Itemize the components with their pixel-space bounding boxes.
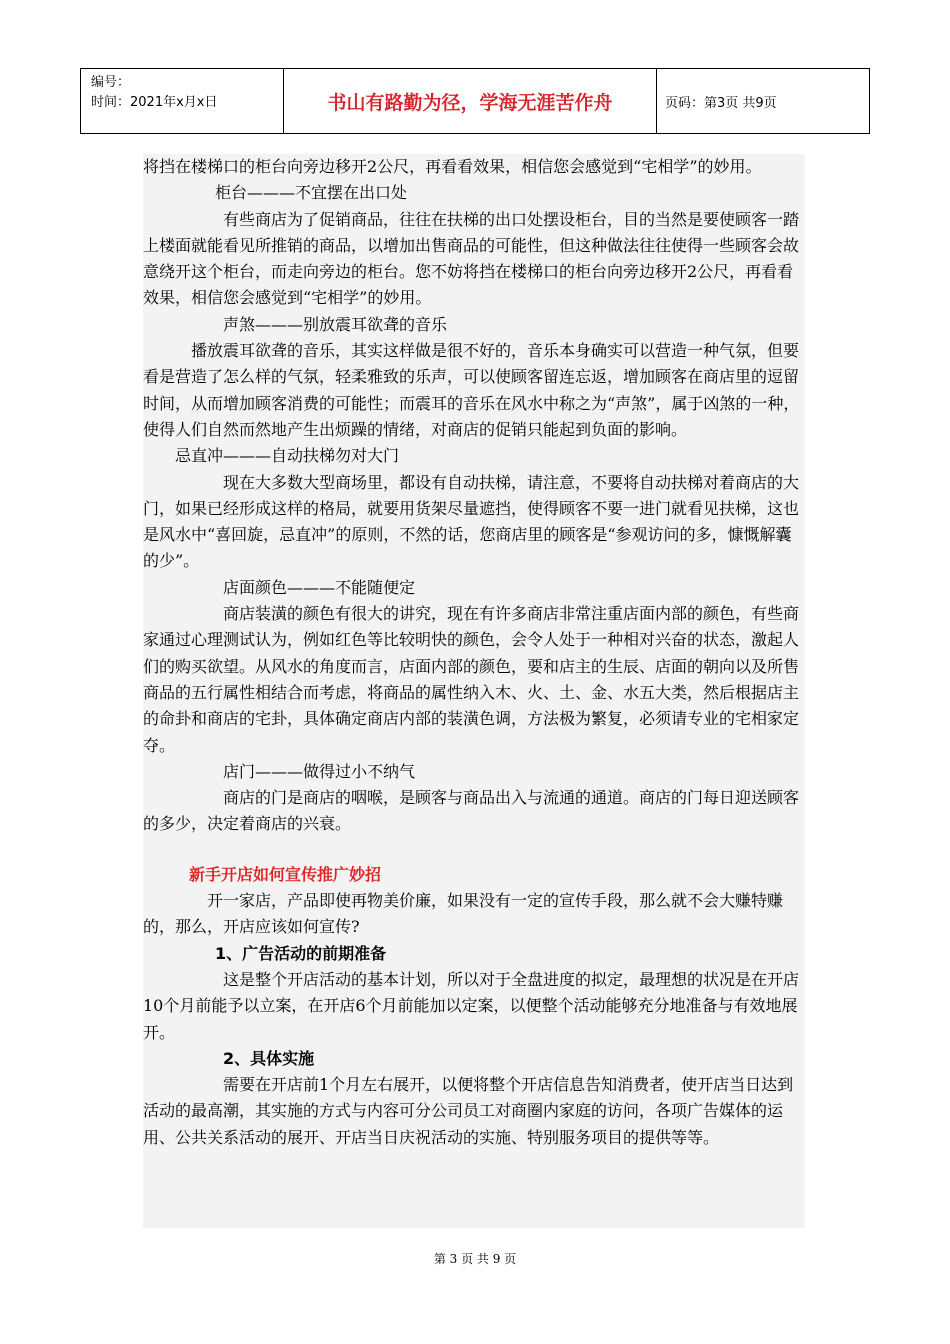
paragraph: 有些商店为了促销商品，往往在扶梯的出口处摆设柜台，目的当然是要使顾客一踏上楼面就能看见所推销的商品，以增加出售商品的可能性，但这种做法往往使得一些顾客会故意绕开这个柜台，而走向旁边的柜台。您不妨将挡在楼梯口的柜台向旁边移开2公尺，再看看效果，相信您会感觉到“宅相学”的妙用。 bbox=[143, 209, 800, 308]
paragraph: 将挡在楼梯口的柜台向旁边移开2公尺，再看看效果，相信您会感觉到“宅相学”的妙用。 bbox=[143, 157, 762, 176]
time-label: 时间：2021年x月x日 bbox=[91, 95, 218, 110]
subheading-sound: 声煞———别放震耳欲聋的音乐 bbox=[223, 314, 448, 334]
header-page-code: 页码：第3页 共9页 bbox=[665, 95, 777, 111]
paragraph: 需要在开店前1个月左右展开，以便将整个开店信息告知消费者，使开店当日达到活动的最高潮，其实施的方式与内容可分公司员工对商圈内家庭的访问，各项广告媒体的运用、公共关系活动的展开、开店当日庆祝活动的实施、特别服务项目的提供等等。 bbox=[143, 1075, 794, 1147]
paragraph: 这是整个开店活动的基本计划，所以对于全盘进度的拟定，最理想的状况是在开店10个月前能予以立案，在开店6个月前能加以定案，以便整个活动能够充分地准备与有效地展开。 bbox=[143, 969, 800, 1042]
subheading-prep: 1、广告活动的前期准备 bbox=[215, 943, 387, 963]
paragraph: 现在大多数大型商场里，都设有自动扶梯，请注意，不要将自动扶梯对着商店的大门，如果已经形成这样的格局，就要用货架尽量遮挡，使得顾客不要一进门就看见扶梯，这也是风水中“喜回旋，忌直冲”的原则，不然的话，您商店里的顾客是“参观访问的多，慷慨解囊的少”。 bbox=[143, 472, 800, 571]
subheading-door: 店门———做得过小不纳气 bbox=[223, 761, 416, 781]
header-motto: 书山有路勤为径，学海无涯苦作舟 bbox=[284, 69, 657, 133]
header-meta bbox=[81, 69, 284, 133]
paragraph: 播放震耳欲聋的音乐，其实这样做是很不好的，音乐本身确实可以营造一种气氛，但要看是营造了怎么样的气氛，轻柔雅致的乐声，可以使顾客留连忘返，增加顾客在商店里的逗留时间，从而增加顾客消费的可能性；而震耳的音乐在风水中称之为“声煞”，属于凶煞的一种，使得人们自然而然地产生出烦躁的情绪，对商店的促销只能起到负面的影响。 bbox=[143, 341, 800, 439]
subheading-escalator: 忌直冲———自动扶梯勿对大门 bbox=[175, 446, 400, 466]
subheading-color: 店面颜色———不能随便定 bbox=[223, 577, 416, 597]
section-title: 新手开店如何宣传推广妙招 bbox=[189, 864, 382, 884]
page-header bbox=[80, 68, 870, 134]
paragraph: 商店的门是商店的咽喉，是顾客与商品出入与流通的通道。商店的门每日迎送顾客的多少，决定着商店的兴衰。 bbox=[143, 788, 800, 834]
subheading-counter: 柜台———不宜摆在出口处 bbox=[215, 183, 408, 203]
subheading-implementation: 2、具体实施 bbox=[223, 1048, 315, 1068]
document-body bbox=[143, 154, 805, 1228]
section-intro: 开一家店，产品即使再物美价廉，如果没有一定的宣传手段，那么就不会大赚特赚的，那么，开店应该如何宣传? bbox=[143, 891, 784, 937]
paragraph: 商店装潢的颜色有很大的讲究，现在有许多商店非常注重店面内部的颜色，有些商家通过心理测试认为，例如红色等比较明快的颜色，会令人处于一种相对兴奋的状态，激起人们的购买欲望。从风水的角度而言，店面内部的颜色，要和店主的生辰、店面的朝向以及所售商品的五行属性相结合而考虑，将商品的属性纳入木、火、土、金、水五大类，然后根据店主的命卦和商店的宅卦，具体确定商店内部的装潢色调，方法极为繁复，必须请专业的宅相家定夺。 bbox=[143, 604, 800, 755]
page-footer: 第 3 页 共 9 页 bbox=[433, 1252, 517, 1266]
number-label: 编号： bbox=[91, 75, 131, 90]
